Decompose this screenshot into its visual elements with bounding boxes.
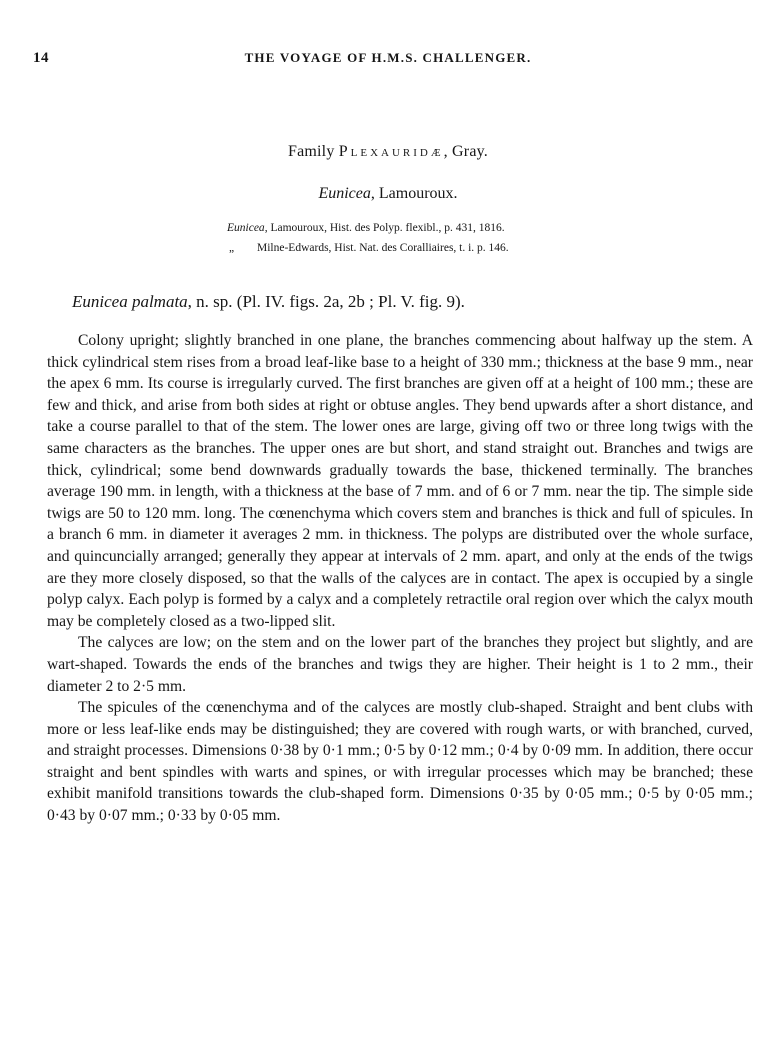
- page-number: 14: [33, 50, 49, 66]
- genus-name: Eunicea: [318, 185, 371, 202]
- paragraph: The calyces are low; on the stem and on the lower part of the branches they project but slightly, and are wart-shaped. Towards the ends of the branches and twigs they are higher. Their height is 1 to 2 mm., their diameter 2 to 2·5 mm.: [47, 634, 753, 695]
- species-details: , n. sp. (Pl. IV. figs. 2a, 2b ; Pl. V. fig. 9).: [187, 292, 465, 311]
- species-heading: [72, 292, 465, 312]
- species-name: Eunicea palmata: [72, 292, 188, 311]
- reference-genus: Eunicea: [227, 222, 265, 234]
- family-heading: [0, 143, 776, 161]
- paragraph: Colony upright; slightly branched in one plane, the branches commencing about halfway up the stem. A thick cylindrical stem rises from a broad leaf-like base to a height of 330 mm.; thickness at the base 9 mm., near the apex 6 mm. Its course is irregularly curved. The first branches are given off at a height of 100 mm.; these are few and thick, and arise from both sides at right or obtuse angles. They bend upwards after a short distance, and take a course parallel to that of the stem. The lower ones are large, giving off two or three long twigs with the same characters as the branches. The upper ones are but short, and stand straight out. Branches and twigs are thick, cylindrical; some bend downwards gradually towards the base, thickened terminally. The branches average 190 mm. in length, with a thickness at the base of 7 mm. and of 6 or 7 mm. near the tip. The simple side twigs are 50 to 120 mm. long. The cœnenchyma which covers stem and branches is thick and full of spicules. In a branch 6 mm. in diameter it averages 2 mm. in thickness. The polyps are distributed over the whole surface, and quincuncially arranged; generally they appear at intervals of 2 mm. apart, and only at the ends of the twigs are they more closely disposed, so that the walls of the calyces are in contact. The apex is occupied by a single polyp calyx. Each polyp is formed by a calyx and a completely retractile oral region over which the calyx mouth may be completely closed as a two-lipped slit.: [47, 332, 753, 630]
- genus-authority: , Lamouroux.: [370, 185, 458, 202]
- genus-heading: [0, 185, 776, 203]
- reference-text: Milne-Edwards, Hist. Nat. des Coralliaires, t. i. p. 146.: [257, 242, 509, 254]
- family-prefix: Family: [287, 143, 335, 160]
- references: [227, 218, 509, 258]
- ditto-mark: „: [229, 242, 235, 254]
- reference-line: [227, 218, 509, 238]
- description-body: [47, 330, 753, 827]
- family-name: Plexauridæ: [338, 143, 444, 160]
- paragraph: The spicules of the cœnenchyma and of the calyces are mostly club-shaped. Straight and bent clubs with more or less leaf-like ends may be distinguished; they are covered with rough warts, or with branched, curved, and straight processes. Dimensions 0·38 by 0·1 mm.; 0·5 by 0·12 mm.; 0·4 by 0·09 mm. In addition, there occur straight and bent spindles with warts and spines, or with irregular processes which may be branched; these exhibit manifold transitions towards the club-shaped form. Dimensions 0·35 by 0·05 mm.; 0·5 by 0·05 mm.; 0·43 by 0·07 mm.; 0·33 by 0·05 mm.: [47, 699, 753, 825]
- running-title: THE VOYAGE OF H.M.S. CHALLENGER.: [244, 50, 532, 65]
- reference-line: [227, 238, 509, 258]
- family-authority: , Gray.: [443, 143, 488, 160]
- reference-text: , Lamouroux, Hist. des Polyp. flexibl., p. 431, 1816.: [264, 222, 505, 234]
